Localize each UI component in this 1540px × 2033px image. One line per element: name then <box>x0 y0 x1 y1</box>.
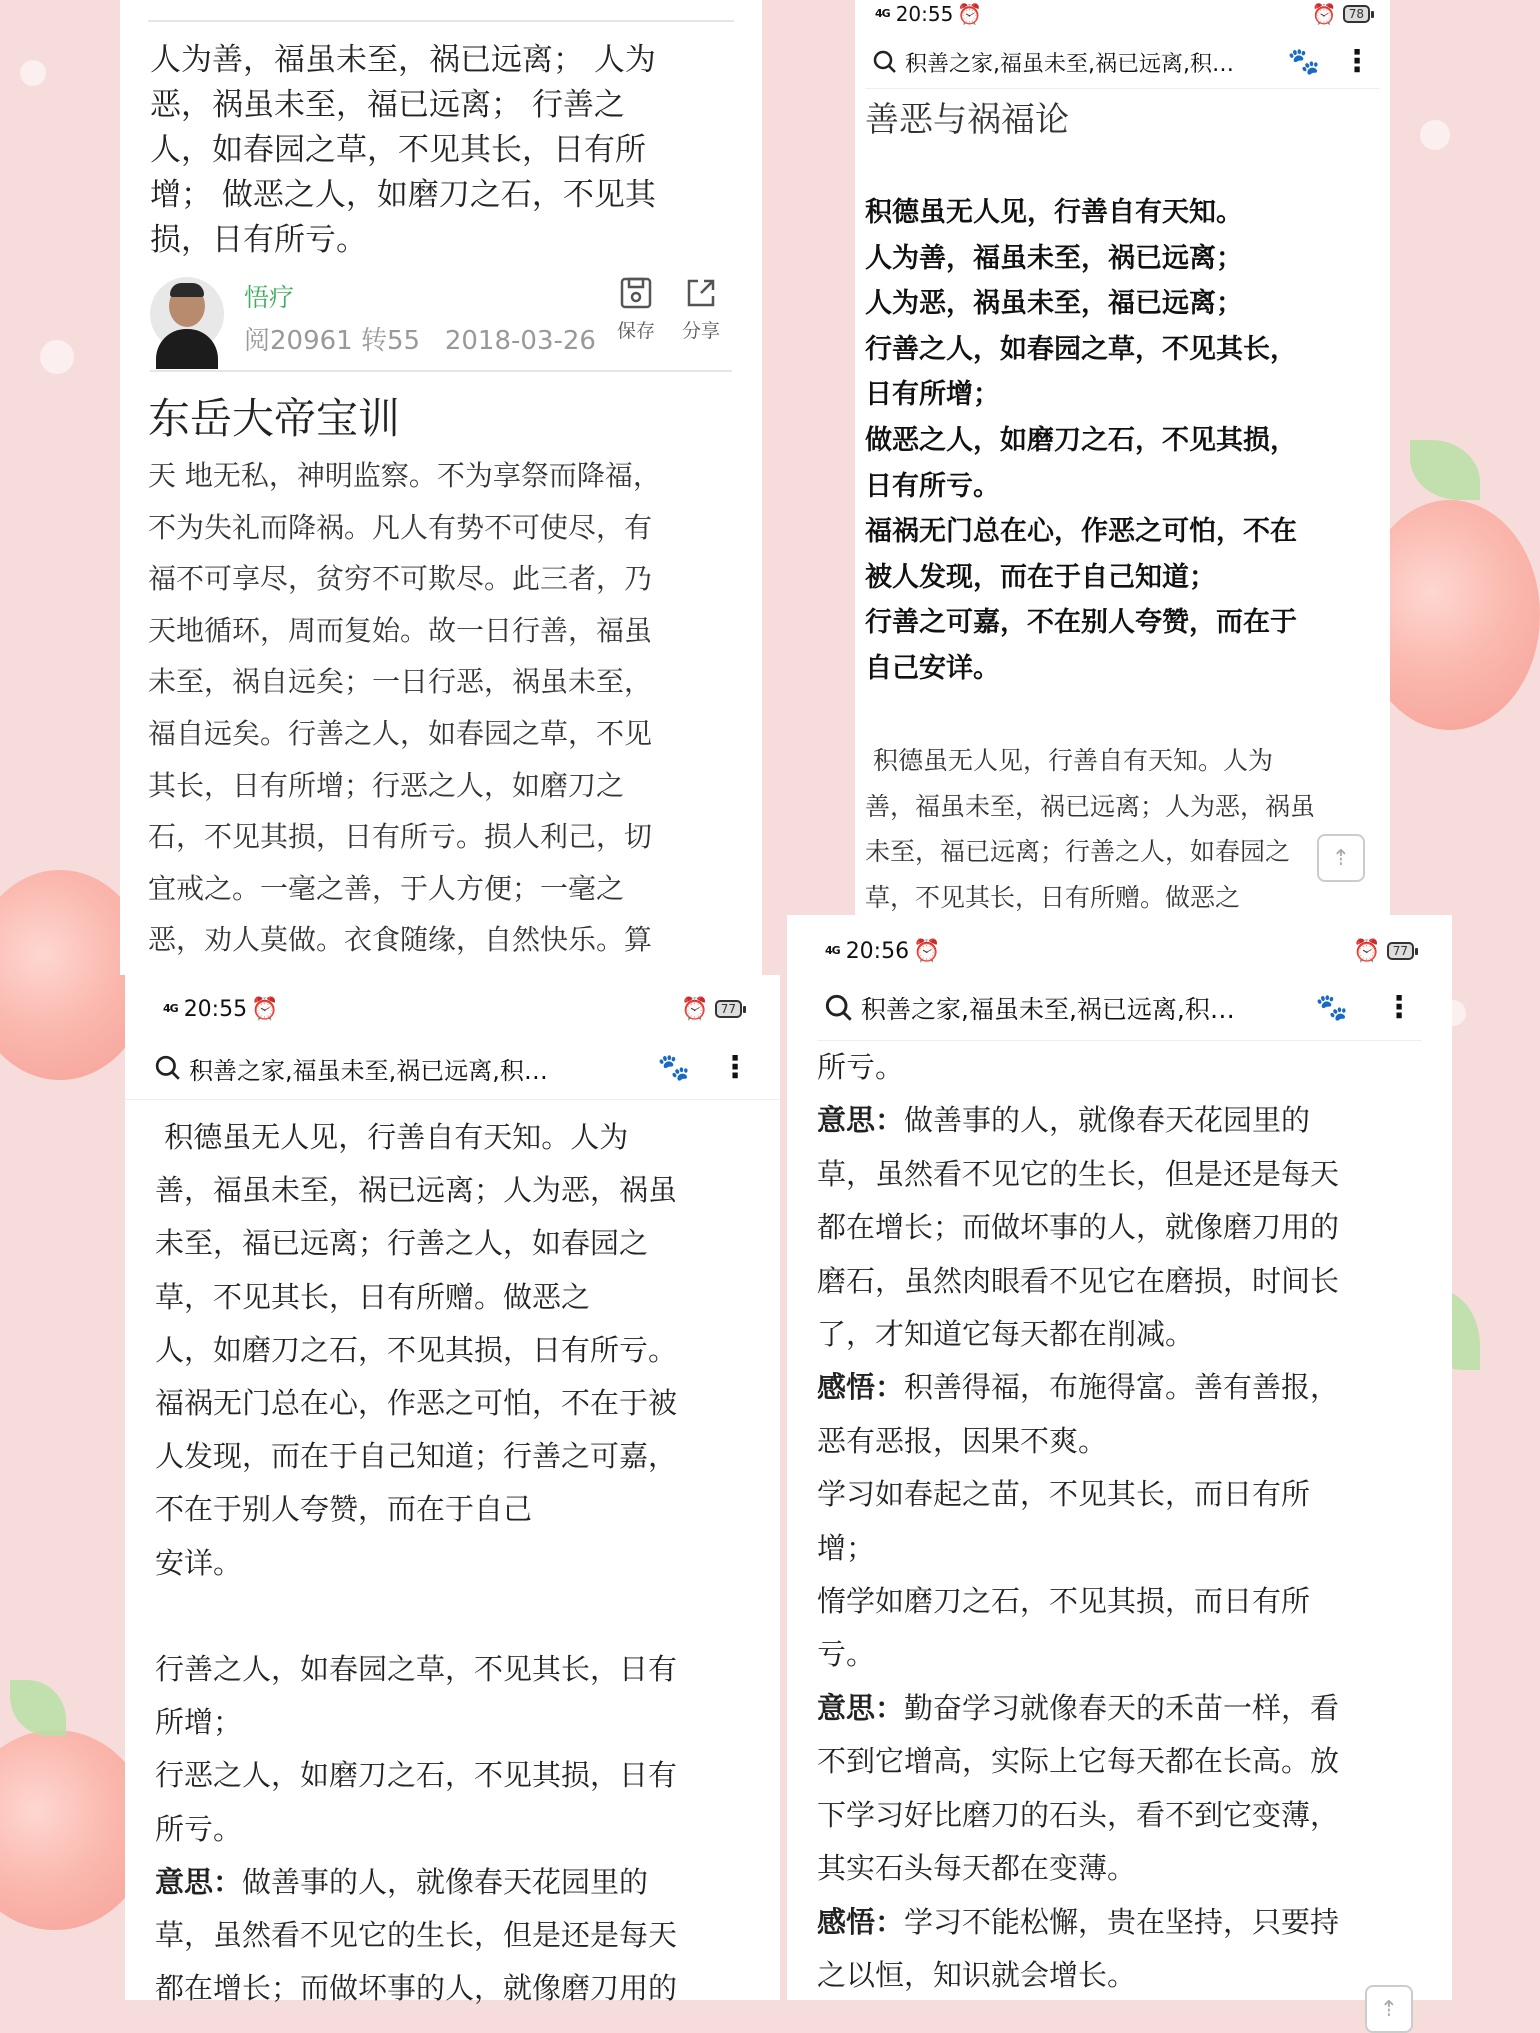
text-line: 其长，日有所增；行恶之人，如磨刀之 <box>148 768 625 802</box>
screenshot-phone-b <box>855 0 1390 915</box>
search-icon <box>873 50 897 74</box>
text-line: 积德虽无人见，行善自有天知。人为 <box>865 746 1273 775</box>
meaning-text: 做善事的人，就像春天花园里的 <box>242 1864 649 1899</box>
text-line: 未至，福已远离；行善之人，如春园之 <box>865 837 1291 866</box>
text-line: 都在增长；而做坏事的人，就像磨刀用的 <box>817 1210 1340 1245</box>
status-time: 20:56 <box>845 938 910 964</box>
text-line: 惰学如磨刀之石，不见其损，而日有所 <box>817 1584 1311 1619</box>
insight-text: 学习不能松懈，贵在坚持，只要持 <box>904 1904 1340 1939</box>
text-line: 所亏。 <box>155 1811 243 1846</box>
article-title: 东岳大帝宝训 <box>148 394 401 443</box>
text-line: 恶，祸虽未至，福已远离； 行善之 <box>150 87 625 123</box>
text-line: 草，虽然看不见它的生长，但是还是每天 <box>817 1156 1340 1191</box>
screenshot-article-page <box>120 0 762 975</box>
search-bar[interactable] <box>855 40 1390 84</box>
more-options-icon[interactable]: ⋮ <box>1384 990 1414 1025</box>
text-line: 行恶之人，如磨刀之石，不见其损，日有 <box>155 1758 678 1793</box>
search-query[interactable]: 积善之家,福虽未至,祸已远离,积… <box>189 1056 548 1085</box>
scroll-to-top-button[interactable] <box>1317 834 1365 882</box>
text-line: 增； 做恶之人，如磨刀之石，不见其 <box>150 177 656 213</box>
text-line: 福不可享尽，贫穷不可欺尽。此三者，乃 <box>148 562 653 596</box>
text-line: 福祸无门总在心，作恶之可怕，不在于被 <box>155 1386 678 1421</box>
alarm-icon: ⏰ <box>681 996 709 1022</box>
insight-text: 积善得福，布施得富。善有善报， <box>904 1370 1340 1405</box>
text-line: 磨石，虽然肉眼看不见它在磨损，时间长 <box>817 1263 1340 1298</box>
text-line: 人为恶，祸虽未至，福已远离； <box>865 288 1243 320</box>
text-line: 不在于别人夸赞，而在于自己 <box>155 1492 533 1527</box>
text-line: 福自远矣。行善之人，如春园之草，不见 <box>148 716 653 750</box>
alarm-icon: ⏰ <box>251 996 279 1022</box>
text-line: 了，才知道它每天都在削减。 <box>817 1317 1195 1352</box>
text-line: 人，如磨刀之石，不见其损，日有所亏。 <box>155 1332 678 1367</box>
text-line: 亏。 <box>817 1637 876 1672</box>
bg-dot <box>1420 120 1450 150</box>
meaning-text: 做善事的人，就像春天花园里的 <box>904 1103 1311 1138</box>
meaning-label: 意思： <box>817 1103 905 1138</box>
article-body <box>817 1041 1339 2002</box>
search-bar[interactable] <box>125 1045 780 1091</box>
scroll-top-icon: ⇡ <box>1379 1996 1399 2022</box>
status-bar <box>787 931 1452 971</box>
search-query[interactable]: 积善之家,福虽未至,祸已远离,积… <box>905 51 1234 77</box>
screenshot-phone-c <box>125 975 780 2006</box>
search-bar[interactable] <box>787 985 1452 1031</box>
text-line: 日有所增； <box>865 379 1000 411</box>
signal-icon: 4G <box>163 1002 178 1015</box>
signal-icon: 4G <box>875 7 890 20</box>
search-icon <box>825 994 853 1022</box>
text-line: 都在增长；而做坏事的人，就像磨刀用的 <box>155 1971 678 2006</box>
text-line: 被人发现，而在于自己知道； <box>865 561 1216 593</box>
bg-dot <box>20 60 46 86</box>
text-line: 行善之可嘉，不在别人夸赞，而在于 <box>865 607 1297 639</box>
text-line: 日有所亏。 <box>865 470 1000 502</box>
text-line: 恶，劝人莫做。衣食随缘，自然快乐。算 <box>148 923 653 957</box>
status-time: 20:55 <box>183 996 248 1022</box>
meaning-label: 意思： <box>817 1690 905 1725</box>
alarm-icon: ⏰ <box>1311 2 1337 26</box>
text-line: 草，不见其长，日有所赠。做恶之 <box>865 882 1241 912</box>
baidu-paw-icon[interactable]: 🐾 <box>1315 993 1348 1023</box>
save-icon <box>619 276 653 310</box>
text-line: 积德虽无人见，行善自有天知。人为 <box>155 1120 629 1154</box>
text-line: 石，不见其损，日有所亏。损人利己，切 <box>148 820 653 854</box>
text-line: 人为善，福虽未至，祸已远离； <box>865 242 1243 274</box>
scroll-top-icon: ⇡ <box>1331 845 1351 871</box>
alarm-icon: ⏰ <box>913 938 941 964</box>
text-line: 安详。 <box>155 1545 243 1580</box>
battery-icon: 77 <box>715 1000 742 1018</box>
meaning-line <box>817 1094 1339 1147</box>
text-line: 宜戒之。一毫之善，于人方便；一毫之 <box>148 871 625 905</box>
meaning-text: 勤奋学习就像春天的禾苗一样，看 <box>904 1690 1340 1725</box>
text-line: 增； <box>817 1530 876 1565</box>
alarm-icon: ⏰ <box>1353 938 1381 964</box>
text-line: 善，福虽未至，祸已远离；人为恶，祸虽 <box>865 791 1316 821</box>
article-body <box>155 1111 677 2015</box>
text-line: 人为善，福虽未至，祸已远离； 人为 <box>150 42 656 78</box>
text-line: 人发现，而在于自己知道；行善之可嘉， <box>155 1439 678 1474</box>
battery-icon: 77 <box>1387 942 1414 960</box>
article-meta: 阅20961 转55 2018-03-26 <box>244 326 596 356</box>
insight-line <box>817 1896 1339 1949</box>
search-query[interactable]: 积善之家,福虽未至,祸已远离,积… <box>861 995 1235 1024</box>
more-options-icon[interactable]: ⋮ <box>720 1050 750 1085</box>
save-label: 保存 <box>616 320 655 342</box>
text-line: 行善之人，如春园之草，不见其长，日有 <box>155 1652 678 1687</box>
author-name[interactable]: 悟疗 <box>244 283 295 312</box>
search-icon <box>155 1055 181 1081</box>
quote-text <box>150 38 656 263</box>
author-avatar[interactable] <box>150 277 224 351</box>
text-line: 恶有恶报，因果不爽。 <box>817 1423 1108 1458</box>
text-line: 草，虽然看不见它的生长，但是还是每天 <box>155 1918 678 1953</box>
text-line: 未至，福已远离；行善之人，如春园之 <box>155 1226 649 1261</box>
screenshot-phone-d <box>787 915 1452 2022</box>
save-button[interactable] <box>608 276 664 343</box>
divider <box>150 370 732 372</box>
status-bar <box>125 989 780 1029</box>
battery-icon: 78 <box>1343 5 1370 23</box>
insight-label: 感悟： <box>817 1370 905 1405</box>
baidu-paw-icon[interactable]: 🐾 <box>1287 47 1320 77</box>
baidu-paw-icon[interactable]: 🐾 <box>657 1053 690 1083</box>
meaning-line <box>817 1682 1339 1735</box>
alarm-icon: ⏰ <box>957 2 983 26</box>
text-line: 不为失礼而降祸。凡人有势不可使尽，有 <box>148 510 653 544</box>
text-line: 草，不见其长，日有所赠。做恶之 <box>155 1279 591 1314</box>
text-line: 不到它增高，实际上它每天都在长高。放 <box>817 1744 1340 1779</box>
text-line: 积德虽无人见，行善自有天知。 <box>865 197 1243 228</box>
bg-dot <box>40 340 74 374</box>
text-line: 所增； <box>155 1705 243 1740</box>
page-heading: 善恶与祸福论 <box>865 100 1069 140</box>
more-options-icon[interactable]: ⋮ <box>1342 44 1372 79</box>
divider <box>865 88 1380 89</box>
text-line: 善，福虽未至，祸已远离；人为恶，祸虽 <box>155 1173 678 1208</box>
scroll-to-top-button[interactable] <box>1365 1985 1413 2033</box>
text-line: 之以恒，知识就会增长。 <box>817 1957 1137 1992</box>
meaning-line <box>155 1856 677 1909</box>
text-line: 天 地无私，神明监察。不为享祭而降福， <box>148 459 661 492</box>
article-body <box>148 450 661 966</box>
status-time: 20:55 <box>895 2 954 26</box>
avatar-body <box>156 329 218 369</box>
text-line: 学习如春起之苗，不见其长，而日有所 <box>817 1477 1311 1512</box>
share-button[interactable] <box>673 276 729 343</box>
text-line: 所亏。 <box>817 1050 905 1084</box>
leaf-illustration <box>10 1680 66 1736</box>
text-line: 人，如春园之草，不见其长，日有所 <box>150 132 646 168</box>
bold-paragraph <box>865 190 1297 692</box>
text-line: 行善之人，如春园之草，不见其长， <box>865 333 1297 365</box>
divider <box>125 1099 780 1100</box>
leaf-illustration <box>1410 440 1480 500</box>
insight-line <box>817 1361 1339 1414</box>
text-line: 未至，祸自远矣；一日行恶，祸虽未至， <box>148 665 653 699</box>
text-line: 损，日有所亏。 <box>150 222 367 258</box>
status-bar <box>855 0 1390 34</box>
divider <box>148 20 734 22</box>
text-line: 下学习好比磨刀的石头，看不到它变薄， <box>817 1797 1340 1832</box>
normal-paragraph <box>865 738 1315 920</box>
text-line: 福祸无门总在心，作恶之可怕，不在 <box>865 516 1297 548</box>
text-line: 天地循环，周而复始。故一日行善，福虽 <box>148 613 653 647</box>
text-line: 其实石头每天都在变薄。 <box>817 1851 1137 1886</box>
text-line: 自己安详。 <box>865 652 1000 684</box>
text-line: 做恶之人，如磨刀之石，不见其损， <box>865 424 1297 456</box>
text-line <box>155 1590 677 1643</box>
share-icon <box>684 276 718 310</box>
avatar-hair <box>170 283 204 297</box>
signal-icon: 4G <box>825 944 840 957</box>
insight-label: 感悟： <box>817 1904 905 1939</box>
share-label: 分享 <box>681 320 720 342</box>
meaning-label: 意思： <box>155 1864 243 1899</box>
